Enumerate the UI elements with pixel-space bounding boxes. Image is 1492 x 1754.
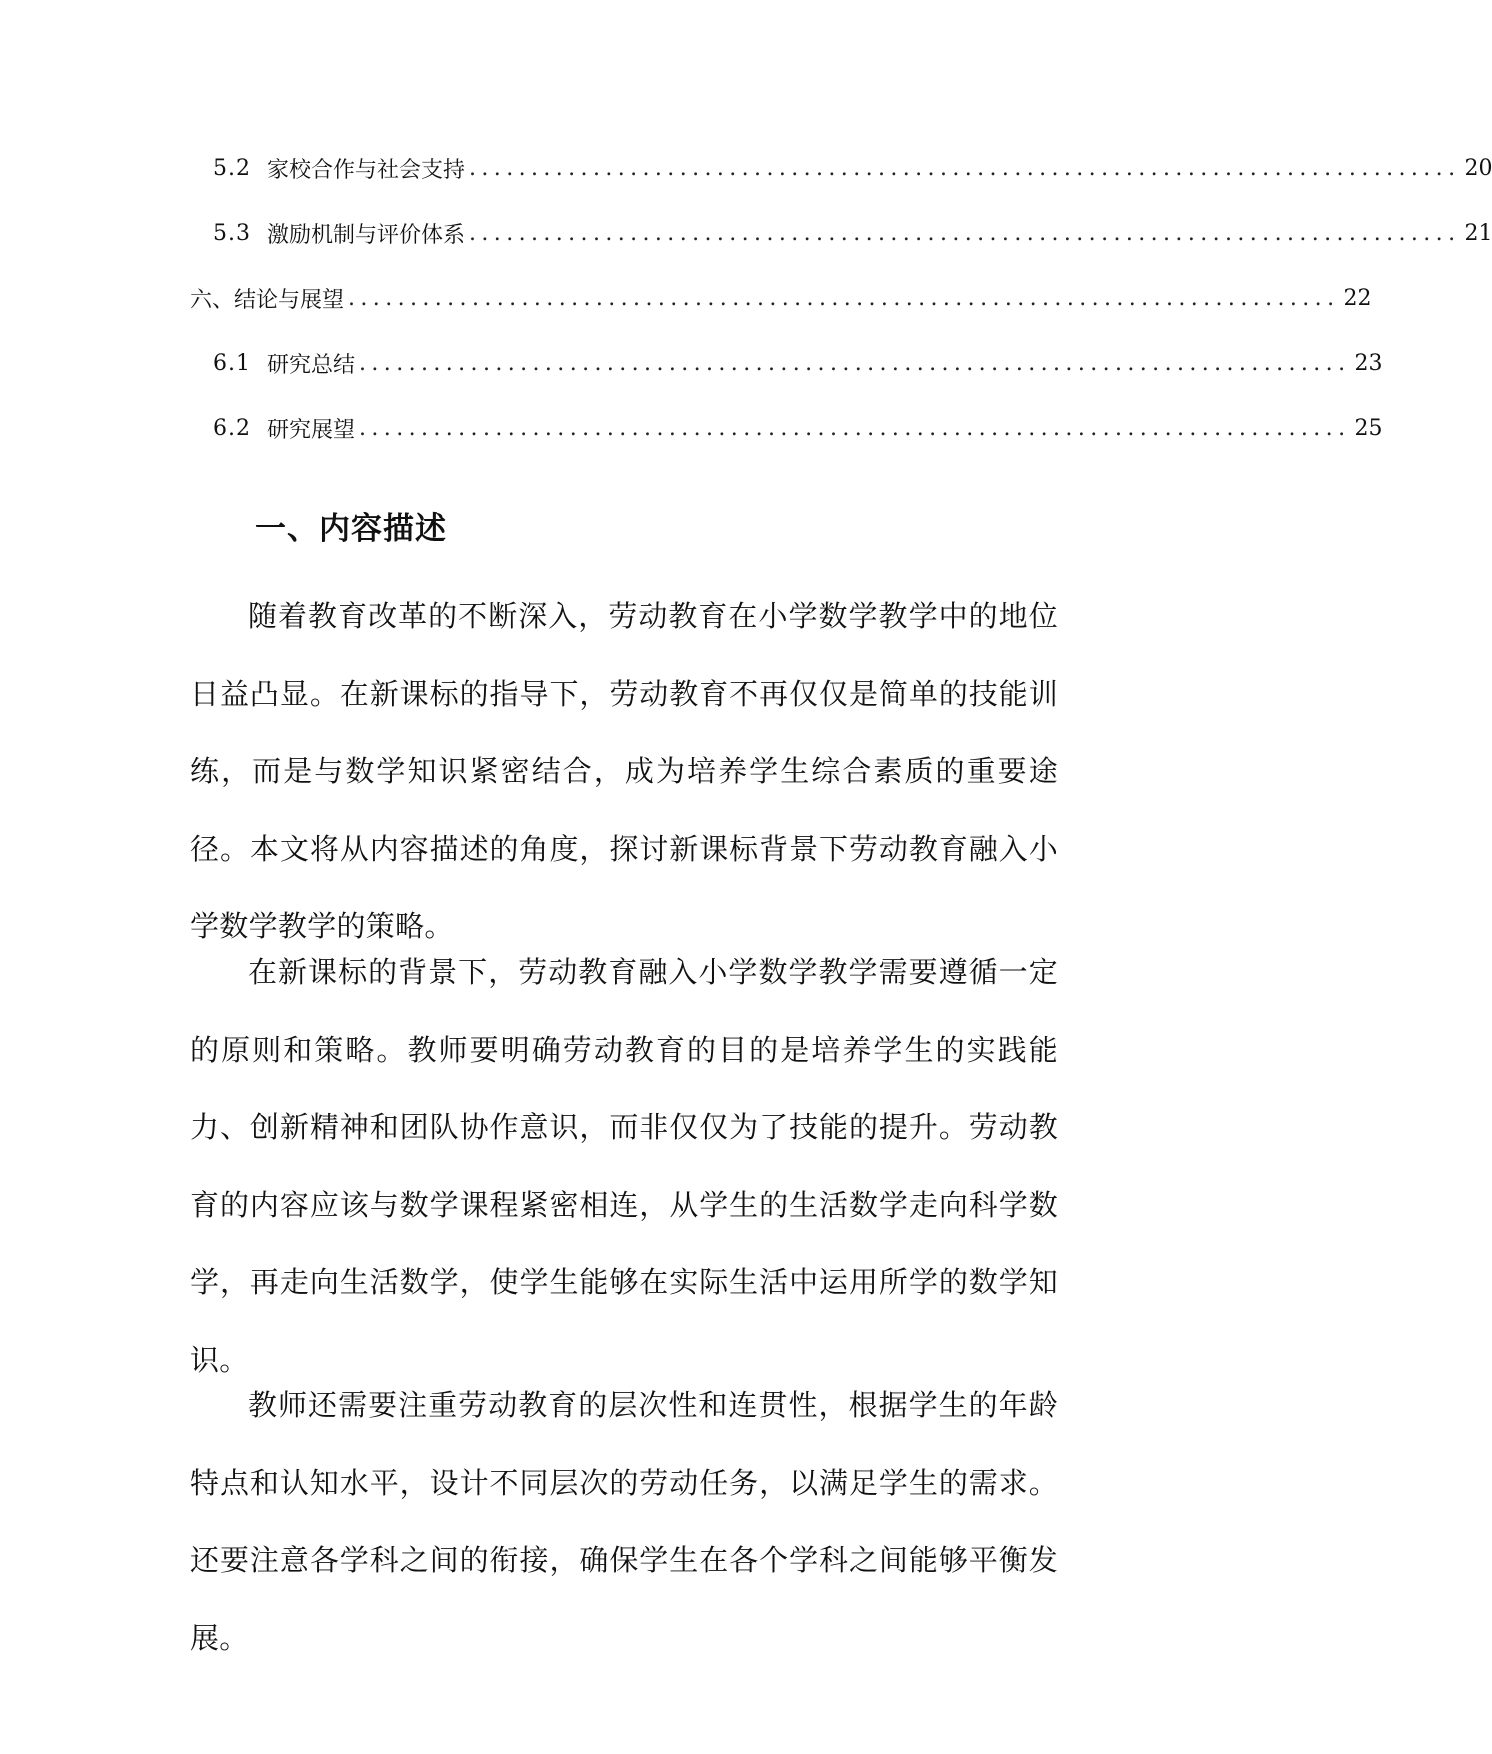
toc-entry-title: 家校合作与社会支持 [267,157,466,183]
toc-entry-chapter-6[interactable] [190,278,1372,318]
toc-entry-title: 研究展望 [267,417,356,443]
toc-entry-number: 6.1 [213,350,251,376]
section-heading: 一、内容描述 [255,511,447,547]
toc-entry-5-2[interactable] [213,148,1492,188]
toc-leader-dots: ................................................................................ [348,285,1340,311]
toc-entry-title: 六、结论与展望 [190,287,345,313]
toc-entry-title: 激励机制与评价体系 [267,222,466,248]
toc-entry-page: 20 [1464,155,1492,181]
toc-entry-6-2[interactable] [213,408,1383,448]
toc-entry-6-1[interactable] [213,343,1383,383]
toc-entry-page: 23 [1354,350,1383,376]
toc-leader-dots: ................................................................................ [359,415,1351,441]
body-paragraph: 教师还需要注重劳动教育的层次性和连贯性，根据学生的年龄特点和认知水平，设计不同层次的劳动任务，以满足学生的需求。还要注意各学科之间的衔接，确保学生在各个学科之间能够平衡发展。 [190,1388,1058,1655]
body-paragraph: 随着教育改革的不断深入，劳动教育在小学数学教学中的地位日益凸显。在新课标的指导下，劳动教育不再仅仅是简单的技能训练，而是与数学知识紧密结合，成为培养学生综合素质的重要途径。本文将从内容描述的角度，探讨新课标背景下劳动教育融入小学数学教学的策略。 [190,599,1058,943]
toc-entry-number: 5.3 [213,220,251,246]
toc-entry-5-3[interactable] [213,213,1492,253]
toc-entry-page: 25 [1354,415,1383,441]
toc-entry-title: 研究总结 [267,352,356,378]
toc-leader-dots: ................................................................................ [469,155,1461,181]
toc-entry-page: 22 [1343,285,1372,311]
toc-entry-page: 21 [1464,220,1492,246]
body-paragraph: 在新课标的背景下，劳动教育融入小学数学教学需要遵循一定的原则和策略。教师要明确劳动教育的目的是培养学生的实践能力、创新精神和团队协作意识，而非仅仅为了技能的提升。劳动教育的内容应该与数学课程紧密相连，从学生的生活数学走向科学数学，再走向生活数学，使学生能够在实际生活中运用所学的数学知识。 [190,955,1058,1377]
toc-entry-number: 6.2 [213,415,251,441]
toc-leader-dots: ................................................................................ [359,350,1351,376]
toc-entry-number: 5.2 [213,155,251,181]
toc-leader-dots: ................................................................................ [469,220,1461,246]
